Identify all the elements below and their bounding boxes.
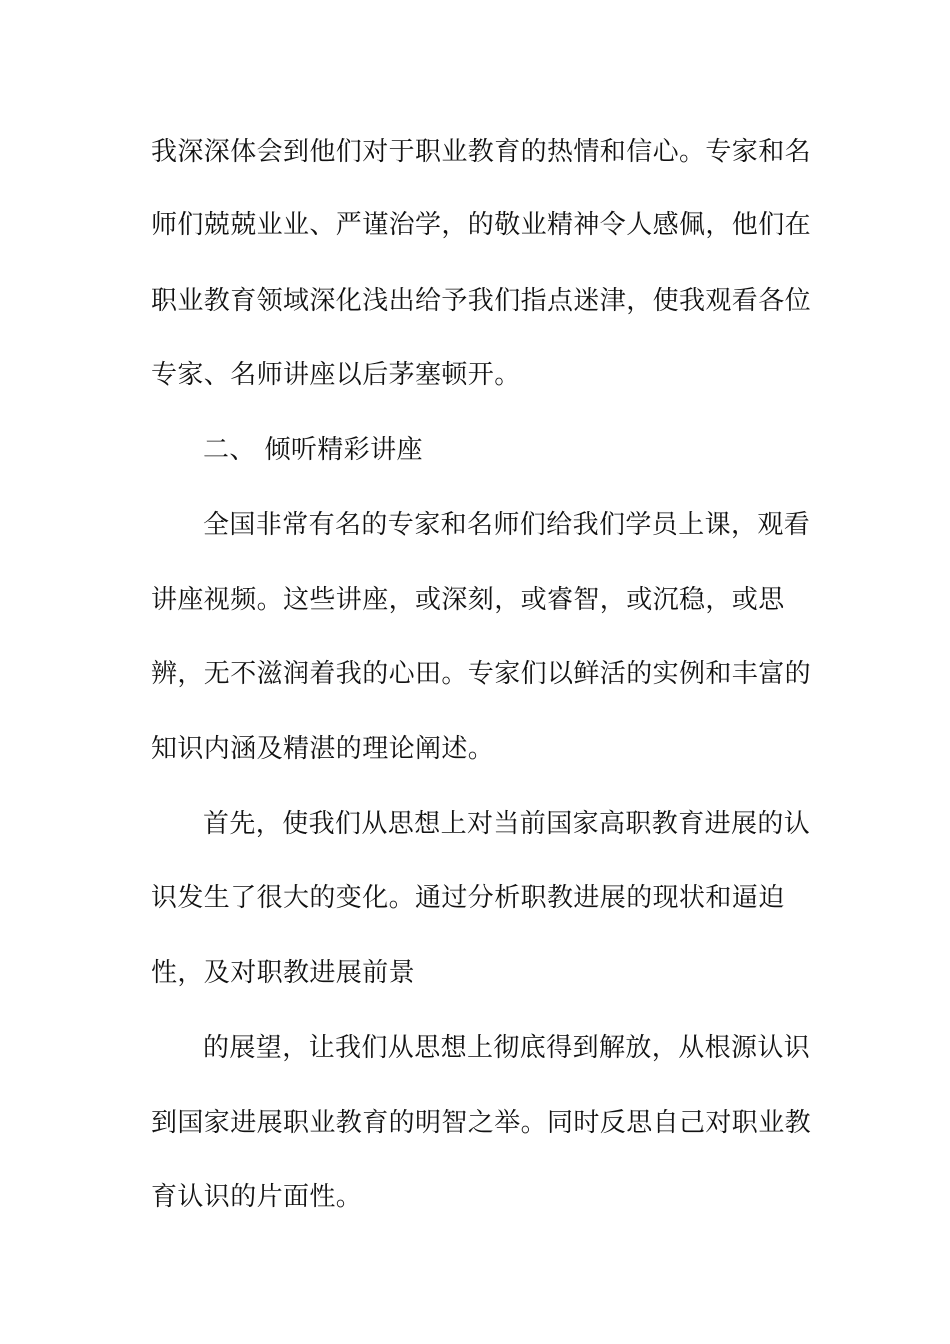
text-line: 全国非常有名的专家和名师们给我们学员上课，观看 (203, 510, 811, 540)
text-line: 师们兢兢业业、严谨治学，的敬业精神令人感佩，他们在 (151, 210, 812, 240)
text-line: 讲座视频。这些讲座，或深刻，或睿智，或沉稳，或思 (151, 585, 785, 615)
text-line: 到国家进展职业教育的明智之举。同时反思自己对职业教 (151, 1108, 812, 1138)
text-line: 的展望，让我们从思想上彻底得到解放，从根源认识 (203, 1033, 811, 1063)
text-line: 职业教育领域深化浅出给予我们指点迷津，使我观看各位 (151, 286, 812, 316)
text-line: 知识内涵及精湛的理论阐述。 (151, 734, 495, 764)
text-line: 辨，无不滋润着我的心田。专家们以鲜活的实例和丰富的 (151, 659, 812, 689)
section-heading: 二、 倾听精彩讲座 (203, 435, 423, 465)
text-line: 专家、名师讲座以后茅塞顿开。 (151, 360, 521, 390)
text-line: 首先，使我们从思想上对当前国家高职教育进展的认 (203, 809, 811, 839)
text-line: 性，及对职教进展前景 (151, 958, 416, 988)
text-line: 育认识的片面性。 (151, 1182, 363, 1212)
text-line: 识发生了很大的变化。通过分析职教进展的现状和逼迫 (151, 883, 785, 913)
text-line: 我深深体会到他们对于职业教育的热情和信心。专家和名 (151, 137, 812, 167)
